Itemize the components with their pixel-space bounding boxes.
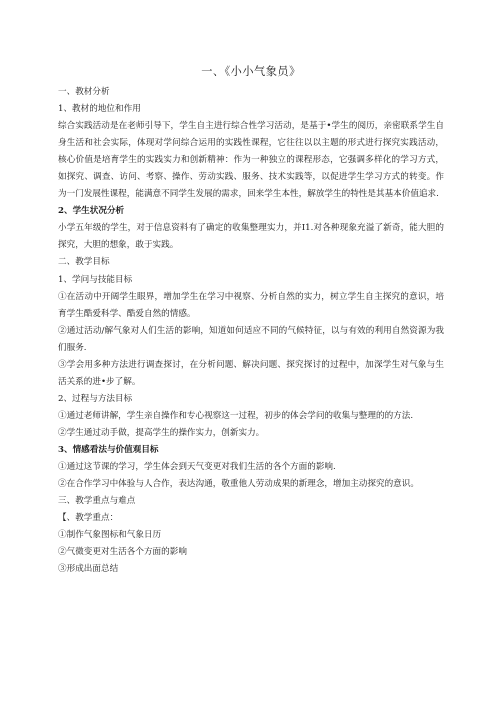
list-item: ③形成出面总结 xyxy=(58,564,119,575)
paragraph: 综合实践活动是在老师引导下，学生自主进行综合性学习活动，是基于•学生的阅历，亲密联系学生自身生活和社会实际，体现对学问综合运用的实践性课程，它往往以以主题的形式进行探究实践活动，核心价值是培育学生的实践实力和创新精神：作为一种独立的课程形态，它强调多样化的学习方式，如探究、调查、访问、考察、操作、劳动实践、服务、技术实践等，以促进学生学习方式的转变。作为一门发展性课程，能满意不同学生发展的需求，回来学生本性，解放学生的特性是其基本价值追求. xyxy=(58,121,444,200)
section-heading: 三、教学重点与难点 xyxy=(58,496,136,507)
paragraph: ②在合作学习中体验与人合作，表达沟通，敬重他人劳动成果的新理念，增加主动探究的意识。 xyxy=(58,479,419,490)
subsection-heading: 2、过程与方法目标 xyxy=(58,393,133,404)
subsection-heading: 1、教材的地位和作用 xyxy=(58,104,141,115)
list-item: ①制作气象图标和气象日历 xyxy=(58,530,162,541)
subsection-heading: 【、教学重点： xyxy=(58,513,119,524)
subsection-heading: 3、情感看法与价值观目标 xyxy=(58,444,159,455)
subsection-heading: 1、学问与技能目标 xyxy=(58,274,133,285)
document-page xyxy=(58,62,444,578)
paragraph: ①通过老师讲解，学生亲自操作和专心视察这一过程，初步的体会学问的收集与整理的的方法. xyxy=(58,410,414,421)
paragraph: ②学生通过动手做，提高学生的操作实力，创新实力。 xyxy=(58,427,265,438)
list-item: ②气微变更对生活各个方面的影响 xyxy=(58,547,187,558)
paragraph: 小学五年级的学生，对于信息资料有了确定的收集整理实力，并I1.对各种现象充溢了新奇，能大胆的探究，大胆的想象，敢于实践。 xyxy=(58,223,444,251)
section-heading: 一、教材分析 xyxy=(58,87,110,97)
paragraph: ①通过这节课的学习，学生体会到天气变更对我们生活的各个方面的影响. xyxy=(58,462,336,473)
document-title: 一、《小小气象员》 xyxy=(201,65,301,78)
paragraph: ②通过活动/解气象对人们生活的影响，知道如何适应不同的气候特征，以与有效的利用自然资源为我们服务. xyxy=(58,325,444,353)
section-heading: 二、教学目标 xyxy=(58,257,110,268)
subsection-heading: 2、学生状况分析 xyxy=(58,206,125,217)
paragraph: ③学会用多种方法进行调查探讨，在分析问题、解决问题、探究探讨的过程中，加深学生对气象与生活关系的进•步了解。 xyxy=(58,359,444,387)
paragraph: ①在活动中开阔学生眼界，增加学生在学习中视察、分析自然的实力，树立学生自主探究的意识，培育学生酷爱科学、酷爱自然的情感。 xyxy=(58,291,444,319)
